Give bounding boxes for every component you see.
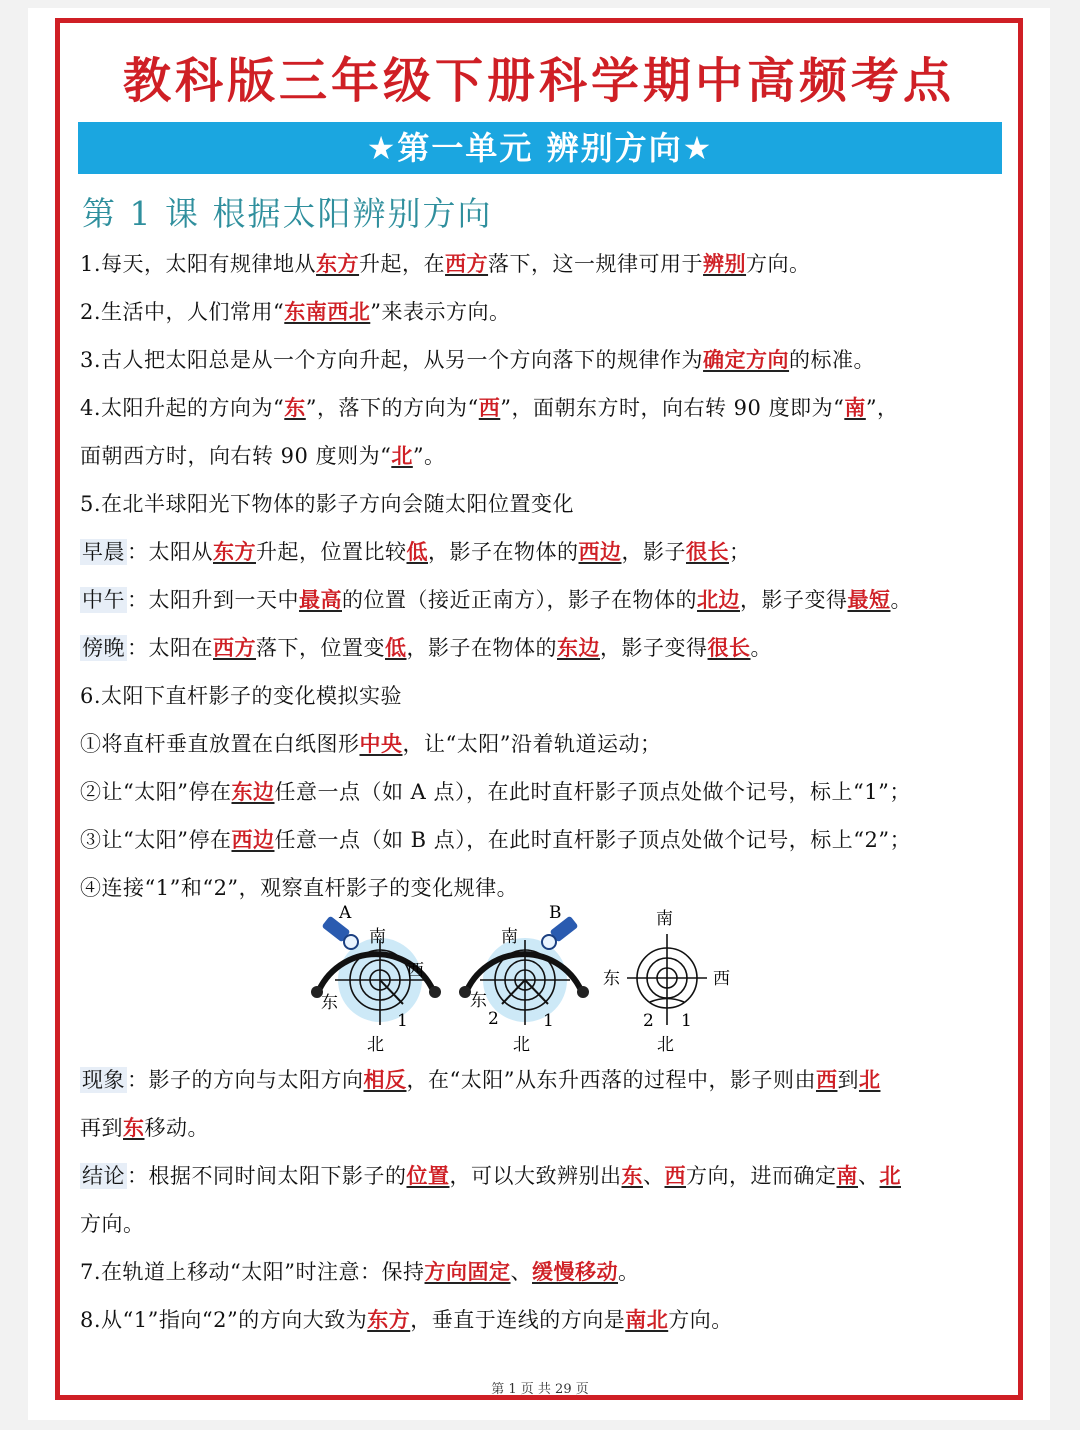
- line-text: ：太阳在: [127, 636, 213, 660]
- diagram-a: [311, 903, 441, 1055]
- content-line: [80, 824, 911, 854]
- key-term: 东: [284, 395, 306, 420]
- mark-2-b: 2: [488, 1009, 499, 1029]
- key-term: 位置: [406, 1163, 450, 1188]
- content-line: [80, 296, 511, 326]
- line-text: ③让“太阳”停在: [80, 828, 232, 852]
- key-term: 东南西北: [284, 299, 371, 324]
- south-label-c: 南: [656, 909, 673, 929]
- line-text: ，在“太阳”从东升西落的过程中，影子则由: [406, 1068, 816, 1092]
- key-term: 西: [815, 1067, 838, 1092]
- content-line: [80, 488, 574, 518]
- key-term: 东: [123, 1115, 145, 1140]
- line-text: ：太阳从: [127, 540, 213, 564]
- line-text: 2.生活中，人们常用“: [80, 300, 285, 324]
- line-text: 8.从“1”指向“2”的方向大致为: [80, 1308, 368, 1332]
- north-label-c: 北: [657, 1035, 674, 1055]
- line-text: 6.太阳下直杆影子的变化模拟实验: [80, 684, 403, 708]
- line-text: 、: [858, 1164, 880, 1188]
- line-text: ”，面朝东方时，向右转 90 度即为“: [500, 396, 845, 420]
- line-text: 方向，进而确定: [686, 1164, 837, 1188]
- point-b-label: B: [549, 903, 562, 923]
- key-term: 南: [836, 1163, 858, 1188]
- key-term: 辨别: [703, 251, 747, 276]
- key-term: 低: [406, 539, 428, 564]
- line-text: ，影子在物体的: [428, 540, 579, 564]
- line-text: 的标准。: [789, 348, 876, 372]
- content-line: [80, 1064, 880, 1094]
- key-term: 中央: [359, 731, 403, 756]
- line-text: ，影子变得: [600, 636, 708, 660]
- key-term: 东边: [231, 779, 275, 804]
- content-line: [80, 248, 811, 278]
- east-label-c: 东: [603, 969, 620, 989]
- line-text: 4.太阳升起的方向为“: [80, 396, 285, 420]
- key-term: 西方: [213, 635, 256, 660]
- key-term: 东边: [557, 635, 600, 660]
- section-label: 傍晚: [82, 636, 125, 660]
- line-text: 5.在北半球阳光下物体的影子方向会随太阳位置变化: [80, 492, 575, 516]
- content-line: [80, 728, 661, 758]
- line-text: ”。: [412, 444, 446, 468]
- line-text: ：影子的方向与太阳方向: [127, 1068, 364, 1092]
- line-text: ，影子在物体的: [406, 636, 557, 660]
- line-text: ④连接“1”和“2”，观察直杆影子的变化规律。: [80, 876, 519, 900]
- line-text: ：太阳升到一天中: [127, 588, 299, 612]
- line-text: 升起，在: [359, 252, 446, 276]
- line-text: ，可以大致辨别出: [449, 1164, 622, 1188]
- point-a-label: A: [339, 903, 352, 923]
- content-line: [80, 776, 911, 806]
- key-term: 最高: [299, 587, 342, 612]
- line-text: ，影子: [621, 540, 686, 564]
- key-term: 低: [385, 635, 407, 660]
- south-label-b: 南: [501, 927, 518, 947]
- page-footer: 第 1 页 共 29 页: [491, 1382, 589, 1397]
- section-label: 中午: [82, 588, 125, 612]
- content-line: [80, 680, 402, 710]
- line-text: 的位置（接近正南方），影子在物体的: [342, 588, 697, 612]
- south-label-a: 南: [369, 927, 386, 947]
- section-label: 早晨: [82, 540, 125, 564]
- line-text: 。: [618, 1260, 640, 1284]
- content-line: [80, 632, 772, 662]
- page-title: 教科版三年级下册科学期中高频考点: [122, 53, 955, 109]
- east-label-a: 东: [321, 993, 338, 1013]
- mark-1-a: 1: [397, 1011, 408, 1031]
- content-line: [80, 440, 446, 470]
- shadow-experiment-figure: [305, 900, 745, 1060]
- north-label-b: 北: [513, 1035, 530, 1055]
- key-term: 西边: [231, 827, 275, 852]
- key-term: 东方: [213, 539, 256, 564]
- line-text: 移动。: [144, 1116, 209, 1140]
- line-text: ”，落下的方向为“: [305, 396, 479, 420]
- west-label-c: 西: [713, 969, 730, 989]
- line-text: ②让“太阳”停在: [80, 780, 232, 804]
- line-text: 、: [643, 1164, 665, 1188]
- key-term: 最短: [847, 587, 891, 612]
- line-text: 。: [750, 636, 772, 660]
- line-text: 面朝西方时，向右转 90 度则为“: [80, 444, 392, 468]
- line-text: 1.每天，太阳有规律地从: [80, 252, 317, 276]
- key-term: 北: [879, 1163, 901, 1188]
- line-text: 3.古人把太阳总是从一个方向升起，从另一个方向落下的规律作为: [80, 348, 704, 372]
- line-text: 7.在轨道上移动“太阳”时注意：保持: [80, 1260, 425, 1284]
- content-line: [80, 1256, 640, 1286]
- section-label: 结论: [82, 1164, 125, 1188]
- line-text: ①将直杆垂直放置在白纸图形: [80, 732, 360, 756]
- content-line: [80, 536, 751, 566]
- mark-2-c: 2: [643, 1011, 654, 1031]
- key-term: 东: [621, 1163, 643, 1188]
- west-label-a: 西: [407, 961, 424, 981]
- line-text: ：根据不同时间太阳下影子的: [127, 1164, 407, 1188]
- line-text: 升起，位置比较: [256, 540, 407, 564]
- key-term: 北: [858, 1067, 881, 1092]
- content-line: [80, 584, 912, 614]
- key-term: 北边: [697, 587, 740, 612]
- key-term: 西: [478, 395, 501, 420]
- key-term: 东方: [316, 251, 360, 276]
- key-term: 北: [391, 443, 413, 468]
- north-label-a: 北: [367, 1035, 384, 1055]
- line-text: 任意一点（如 B 点），在此时直杆影子顶点处做个记号，标上“2”；: [274, 828, 912, 852]
- key-term: 东方: [367, 1307, 411, 1332]
- line-text: 任意一点（如 A 点），在此时直杆影子顶点处做个记号，标上“1”；: [274, 780, 911, 804]
- content-line: [80, 1160, 901, 1190]
- line-text: 落下，位置变: [256, 636, 385, 660]
- key-term: 确定方向: [703, 347, 790, 372]
- unit-banner: ★第一单元 辨别方向★: [78, 122, 1002, 174]
- key-term: 方向固定: [424, 1259, 511, 1284]
- content-line: [80, 872, 518, 902]
- east-label-b: 东: [470, 991, 487, 1011]
- mark-1-c: 1: [681, 1011, 692, 1031]
- key-term: 西: [664, 1163, 686, 1188]
- line-text: 方向。: [80, 1212, 145, 1236]
- mark-1-b: 1: [543, 1011, 554, 1031]
- diagram-b: [459, 903, 589, 1055]
- line-text: ，影子变得: [740, 588, 848, 612]
- line-text: 、: [510, 1260, 533, 1284]
- key-term: 南北: [625, 1307, 669, 1332]
- section-label: 现象: [82, 1068, 125, 1092]
- lesson-heading: 第 1 课 根据太阳辨别方向: [82, 194, 493, 233]
- content-line: [80, 344, 875, 374]
- content-line: [80, 1208, 145, 1238]
- line-text: 到: [837, 1068, 859, 1092]
- key-term: 很长: [707, 635, 751, 660]
- line-text: 落下，这一规律可用于: [488, 252, 704, 276]
- line-text: 再到: [80, 1116, 123, 1140]
- line-text: ”来表示方向。: [370, 300, 511, 324]
- content-line: [80, 1112, 209, 1142]
- line-text: 方向。: [668, 1308, 733, 1332]
- key-term: 西方: [445, 251, 489, 276]
- line-text: 方向。: [746, 252, 811, 276]
- line-text: ，让“太阳”沿着轨道运动；: [402, 732, 662, 756]
- key-term: 西边: [578, 539, 622, 564]
- line-text: ；: [729, 540, 751, 564]
- key-term: 很长: [686, 539, 729, 564]
- diagram-result: [603, 909, 730, 1055]
- key-term: 相反: [363, 1067, 407, 1092]
- line-text: ”，: [865, 396, 899, 420]
- line-text: ，垂直于连线的方向是: [410, 1308, 626, 1332]
- key-term: 缓慢移动: [532, 1259, 619, 1284]
- content-line: [80, 1304, 733, 1334]
- line-text: 。: [890, 588, 912, 612]
- content-line: [80, 392, 899, 422]
- key-term: 南: [844, 395, 866, 420]
